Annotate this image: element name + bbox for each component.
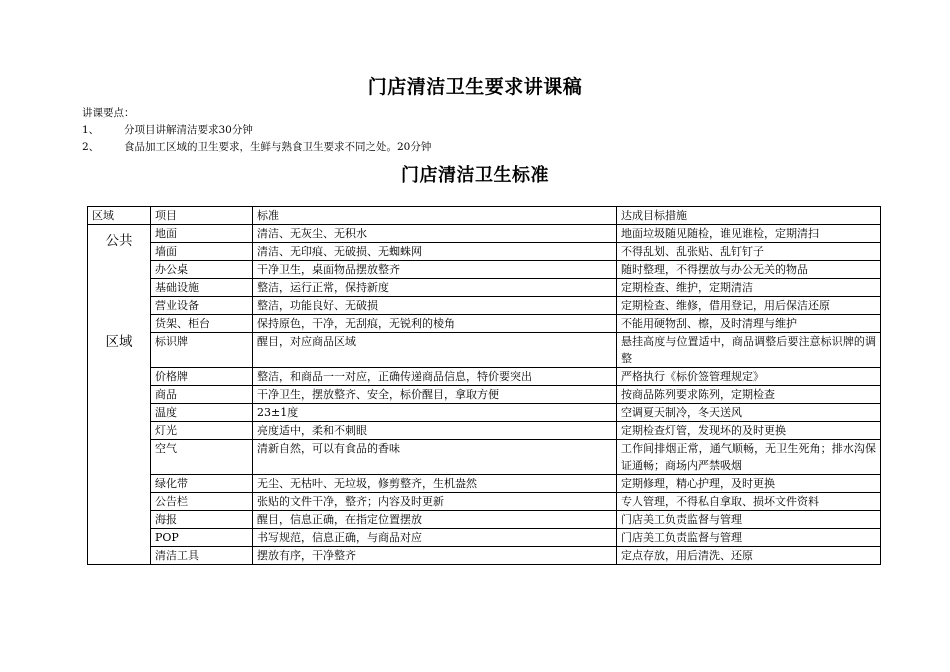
table-row <box>88 279 881 297</box>
standard-cell: 清洁、无灰尘、无积水 <box>253 225 617 243</box>
standard-cell: 整洁，和商品一一对应，正确传递商品信息，特价要突出 <box>253 368 617 386</box>
item-cell: 空气 <box>151 440 253 475</box>
point-item <box>82 139 431 156</box>
zone-label-part2: 区域 <box>105 334 133 350</box>
table-row <box>88 315 881 333</box>
standard-cell: 醒目，信息正确，在指定位置摆放 <box>253 511 617 529</box>
lecture-points <box>82 105 431 156</box>
standard-cell: 整洁，运行正常，保持新度 <box>253 279 617 297</box>
measure-cell: 定期修理，精心护理，及时更换 <box>617 475 881 493</box>
measure-cell: 随时整理，不得摆放与办公无关的物品 <box>617 261 881 279</box>
standard-cell: 亮度适中，柔和不刺眼 <box>253 422 617 440</box>
measure-cell: 专人管理，不得私自拿取、损坏文件资料 <box>617 493 881 511</box>
standard-cell: 干净卫生，摆放整齐、安全，标价醒目，拿取方便 <box>253 386 617 404</box>
measure-cell: 不得乱划、乱张贴、乱钉钉子 <box>617 243 881 261</box>
point-text: 食品加工区域的卫生要求，生鲜与熟食卫生要求不同之处。20分钟 <box>124 141 432 153</box>
standard-cell: 干净卫生，桌面物品摆放整齐 <box>253 261 617 279</box>
item-cell: 温度 <box>151 404 253 422</box>
item-cell: 标识牌 <box>151 333 253 368</box>
item-cell: 墙面 <box>151 243 253 261</box>
standard-cell: 保持原色，干净，无刮痕，无锐利的棱角 <box>253 315 617 333</box>
measure-cell: 按商品陈列要求陈列，定期检查 <box>617 386 881 404</box>
item-cell: 货架、柜台 <box>151 315 253 333</box>
header-standard: 标准 <box>253 207 617 225</box>
table-row <box>88 333 881 368</box>
standard-title: 门店清洁卫生标准 <box>401 165 549 186</box>
measure-cell: 定期检查灯管，发现坏的及时更换 <box>617 422 881 440</box>
table-row <box>88 243 881 261</box>
point-number: 1、 <box>82 124 100 136</box>
header-item: 项目 <box>151 207 253 225</box>
header-zone: 区域 <box>88 207 151 225</box>
standard-cell: 书写规范，信息正确，与商品对应 <box>253 529 617 547</box>
measure-cell: 严格执行《标价签管理规定》 <box>617 368 881 386</box>
header-measure: 达成目标措施 <box>617 207 881 225</box>
table-row <box>88 297 881 315</box>
standard-cell: 整洁，功能良好、无破损 <box>253 297 617 315</box>
document-title: 门店清洁卫生要求讲课稿 <box>367 76 583 98</box>
item-cell: 公告栏 <box>151 493 253 511</box>
measure-cell: 定期检查、维修，借用登记，用后保洁还原 <box>617 297 881 315</box>
table-row <box>88 261 881 279</box>
standard-cell: 张贴的文件干净，整齐；内容及时更新 <box>253 493 617 511</box>
points-label: 讲课要点： <box>82 107 135 119</box>
zone-label-part1: 公共 <box>105 233 133 249</box>
table-row <box>88 440 881 475</box>
table-row <box>88 475 881 493</box>
table-row <box>88 404 881 422</box>
measure-cell: 空调夏天制冷，冬天送风 <box>617 404 881 422</box>
zone-cell <box>88 225 151 565</box>
item-cell: 营业设备 <box>151 297 253 315</box>
table-row <box>88 547 881 565</box>
item-cell: 地面 <box>151 225 253 243</box>
item-cell: 基础设施 <box>151 279 253 297</box>
table-row <box>88 422 881 440</box>
item-cell: 绿化带 <box>151 475 253 493</box>
cleaning-standard-table <box>87 206 881 565</box>
item-cell: 商品 <box>151 386 253 404</box>
measure-cell: 工作间排烟正常，通气顺畅，无卫生死角；排水沟保证通畅；商场内严禁吸烟 <box>617 440 881 475</box>
standard-cell: 清洁、无印痕、无破损、无蜘蛛网 <box>253 243 617 261</box>
measure-cell: 门店美工负责监督与管理 <box>617 529 881 547</box>
measure-cell: 定期检查、维护，定期清洁 <box>617 279 881 297</box>
item-cell: POP <box>151 529 253 547</box>
measure-cell: 门店美工负责监督与管理 <box>617 511 881 529</box>
standard-cell: 醒目，对应商品区域 <box>253 333 617 368</box>
table-header-row <box>88 207 881 225</box>
table-row <box>88 493 881 511</box>
point-text: 分项目讲解清洁要求30分钟 <box>124 124 253 136</box>
table-row <box>88 511 881 529</box>
table-row <box>88 368 881 386</box>
standard-cell: 清新自然，可以有食品的香味 <box>253 440 617 475</box>
point-item <box>82 122 431 139</box>
item-cell: 海报 <box>151 511 253 529</box>
item-cell: 办公桌 <box>151 261 253 279</box>
measure-cell: 定点存放，用后清洗、还原 <box>617 547 881 565</box>
standard-cell: 无尘、无枯叶、无垃圾，修剪整齐，生机盎然 <box>253 475 617 493</box>
item-cell: 价格牌 <box>151 368 253 386</box>
standard-cell: 摆放有序，干净整齐 <box>253 547 617 565</box>
measure-cell: 地面垃圾随见随检，谁见谁检，定期清扫 <box>617 225 881 243</box>
item-cell: 清洁工具 <box>151 547 253 565</box>
measure-cell: 悬挂高度与位置适中，商品调整后要注意标识牌的调整 <box>617 333 881 368</box>
measure-cell: 不能用硬物刮、檫，及时清理与维护 <box>617 315 881 333</box>
table-row <box>88 386 881 404</box>
point-number: 2、 <box>82 141 100 153</box>
standard-cell: 23±1度 <box>253 404 617 422</box>
table-row <box>88 529 881 547</box>
item-cell: 灯光 <box>151 422 253 440</box>
table-row <box>88 225 881 243</box>
